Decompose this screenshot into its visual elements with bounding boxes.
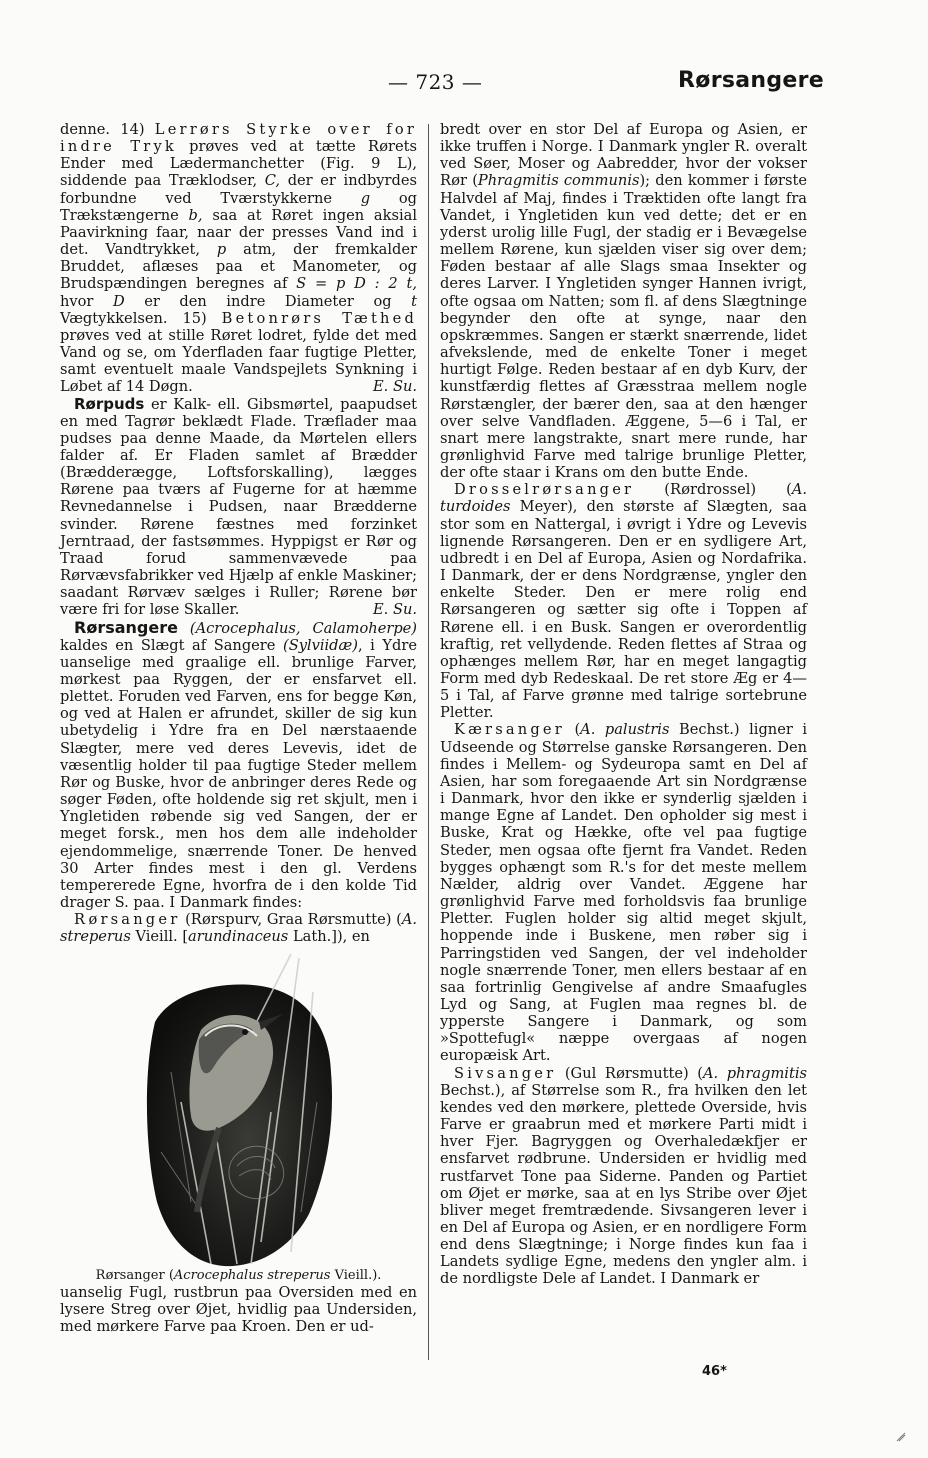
bird-illustration: [141, 952, 337, 1268]
spaced-term: Kærsanger: [454, 721, 565, 739]
page-header: [0, 68, 928, 102]
italic-symbol: b,: [188, 206, 203, 224]
italic-symbol: p: [216, 241, 227, 259]
left-column: [60, 121, 417, 1335]
text-run: (Gul Rørsmutte) (: [556, 1064, 703, 1082]
printer-signature: 46*: [702, 1364, 727, 1379]
text-run: Lath.]), en: [288, 928, 370, 946]
running-head: Rørsangere: [678, 68, 824, 93]
subentry-rorsanger-continued: uanselig Fugl, rustbrun paa Oversiden med en lysere Streg over Øjet, hvidlig paa Undersiden, med mørkere Farve paa Kroen. Den er ud-: [60, 1283, 417, 1335]
text-run: der er indbyrdes forbundne ved Tværstykkerne: [60, 172, 417, 207]
right-column: [440, 121, 807, 1288]
latin-name: (Acrocephalus, Calamoherpe): [189, 619, 417, 637]
author-signature: E. Su.: [373, 378, 417, 396]
bird-figure: [60, 952, 417, 1284]
italic-symbol: D: [112, 292, 125, 310]
text-run: (Rørspurv, Graa Rørsmutte) (: [180, 911, 402, 929]
spaced-term: Sivsanger: [454, 1064, 557, 1082]
entry-rorpuds: [60, 396, 417, 619]
latin-name: arundinaceus: [188, 928, 289, 946]
latin-name: A. phragmitis: [702, 1064, 807, 1082]
italic-symbol: C,: [264, 172, 281, 190]
text-run: Bechst.) ligner i Udseende og Størrelse ganske Rørsangeren. Den findes i Mellem- og Sydeuropa samt en Del af Asien, har som foregaaende Art sin Nordgrænse i Danmark, hvor den ikke er synderlig sjælden i mange Egne af Landet. Den opholder sig mest i Buske, Krat og Hække, ofte vel paa fugtige Steder, men ogsaa ofte fjernt fra Vandet. Reden bygges ophængt som R.'s for det meste mellem Nælder, aldrig over Vandet. Æggene har grønlighvid Farve med forholdsvis faa brunlige Pletter. Fuglen holder sig altid meget skjult, hoppende inde i Buskene, men røber sig i Parringstiden ved Sangen, der vel indeholder nogle snærrende Toner, men ellers bestaar af en saa fortrinlig Gengivelse af andre Smaafugles Lyd og Sang, at Fuglen maa regnes bl. de ypperste Sangere i Danmark, og som »Spottefugl« næppe overgaas af nogen europæisk Art.: [440, 721, 807, 1065]
subentry-sivsanger: [440, 1065, 807, 1288]
author-signature: E. Su.: [373, 601, 417, 619]
text-run: denne. 14): [60, 121, 155, 138]
subentry-rorsanger: [60, 911, 417, 945]
text-run: bredt over en stor Del af Europa og Asien, er ikke truffen i Norge. I Danmark yngler R. overalt ved Søer, Moser og Aabredder, hvor der vokser Rør (: [440, 121, 807, 190]
text-run: kaldes en Slægt af Sangere: [60, 636, 283, 654]
entry-headword: Rørpuds: [74, 394, 145, 413]
caption-latin: Acrocephalus streperus: [173, 1267, 331, 1283]
text-run: prøves ved at stille Røret lodret, fylde det med Vand og se, om Yderfladen faar fugtige Pletter, samt eventuelt maale Vandspejlets Synkning i Løbet af 14 Døgn.: [60, 326, 417, 396]
italic-symbol: g: [360, 189, 371, 207]
formula: S = p D : 2 t,: [296, 275, 417, 293]
subentry-rorsanger-cont: [440, 121, 807, 481]
text-run: atm, der fremkalder Bruddet, aflæses paa et Manometer, og Brudspændingen beregnes af: [60, 241, 417, 293]
text-run: ); den kommer i første Halvdel af Maj, findes i Træktiden ofte langt fra Vandet, i Yngletiden kun ved dette; det er en yderst urolig lille Fugl, der stadig er i Bevægelse mellem Rørene, kun sjælden viser sig over dem; Føden bestaar af alle Slags smaa Insekter og deres Larver. I Yngletiden synger Hannen ivrigt, ofte ogsaa om Natten; som fl. af dens Slægtninge begynder den ofte at synge, naar den opskræmmes. Sangen er stærkt snærrende, lidet afvekslende, med de enkelte Toner i meget hurtigt Følge. Reden bestaar af en dyb Kurv, der kunstfærdig flettes af Græsstraa mellem nogle Rørstængler, der bærer den, saa at den hænger over selve Vandfladen. Æggene, 5—6 i Tal, er snart mere langstrakte, snart mere runde, har grønlighvid Farve med talrige brunlige Pletter, der ofte staar i Krans om den butte Ende.: [440, 172, 807, 482]
spaced-term: Drosselrørsanger: [454, 481, 635, 499]
subentry-kaersanger: [440, 721, 807, 1064]
spaced-term: Betonrørs Tæthed: [221, 309, 417, 327]
spaced-term: Lerrørs Styrke over for indre Tryk: [60, 121, 418, 156]
latin-name: A. turdoides: [440, 481, 807, 516]
caption-text: Rørsanger (: [95, 1267, 174, 1283]
figure-caption: [60, 1268, 417, 1284]
page-number: — 723 —: [388, 70, 483, 94]
spaced-term: Rørsanger: [74, 911, 181, 929]
scan-mark-icon: [896, 1432, 906, 1442]
subentry-drosselrorsanger: [440, 481, 807, 721]
text-run: (Rørdrossel) (: [634, 481, 792, 499]
text-run: Vægtykkelsen. 15): [60, 309, 222, 327]
text-run: Bechst.), af Størrelse som R., fra hvilken den let kendes ved den mørkere, plettede Overside, hvis Farve er graabrun med et mørkere Parti midt i hver Fjer. Bagryggen og Overhaledækfjer er ensfarvet rødbrune. Undersiden er hvidlig med rustfarvet Tone paa Siderne. Panden og Partiet om Øjet er mørke, saa at en lys Stribe over Øjet bliver meget fremtrædende. Sivsangeren lever i en Del af Europa og Asien, er en nordligere Form end dens Slægtninge; i Norge findes kun faa i Landets sydlige Egne, medens den yngler alm. i de nordligste Dele af Landet. I Danmark er: [440, 1081, 807, 1288]
text-run: , i Ydre uanselige med graalige ell. brunlige Farver, mørkest paa Ryggen, der er ensfarvet ell. plettet. Foruden ved Farven, ens for begge Køn, og ved at Halen er afrundet, skiller de sig kun ubetydelig i Ydre fra en Del nærstaaende Slægter, mere ved deres Levevis, idet de væsentlig holder til paa fugtige Steder mellem Rør og Buske, hvor de anbringer deres Rede og søger Føden, ofte holdende sig ret skjult, men i Yngletiden røbende sig ved Sangen, der er meget forsk., men hos dem alle indeholder ejendommelige, snærrende Toner. De henved 30 Arter findes mest i den gl. Verdens tempererede Egne, hvorfra de i den kolde Tid drager S. paa. I Danmark findes:: [60, 636, 417, 912]
text-run: Vieill. [: [130, 928, 189, 946]
text-run: saa at Røret ingen aksial Paavirkning faar, naar der presses Vand ind i det. Vandtrykket,: [60, 206, 417, 259]
italic-symbol: t: [411, 292, 418, 310]
text-run: hvor: [60, 292, 113, 310]
text-run: (: [564, 721, 581, 739]
column-rule: [428, 124, 429, 1360]
entry-headword: Rørsangere: [74, 617, 178, 637]
latin-name: A. palustris: [580, 721, 670, 739]
text-run: er den indre Diameter og: [124, 292, 412, 310]
caption-text: Vieill.).: [330, 1267, 382, 1283]
latin-name: (Sylviidæ): [283, 636, 358, 654]
text-run: er Kalk- ell. Gibsmørtel, paapudset en med Tagrør beklædt Flade. Træflader maa pudses paa denne Maade, da Mørtelen ellers falder af. Er Fladen samlet af Brædder (Brædderægge, Loftsforskalling), lægges Rørene paa tværs af Fugerne for at hæmme Revnedannelse i Pudsen, naar Brædderne svinder. Rørene fæstnes med forzinket Jerntraad, der fastsømmes. Hyppigst er Rør og Traad forud sammenvævede paa Rørvævsfabrikker ved Hjælp af enkle Maskiner; saadant Rørvæv sælges i Ruller; Rørene bør være fri for løse Skaller.: [60, 395, 417, 619]
text-run: og Trækstængerne: [60, 189, 417, 224]
text-run: Meyer), den største af Slægten, saa stor som en Nattergal, i øvrigt i Ydre og Levevis lignende Rørsangeren. Den er en sydligere Art, udbredt i en Del af Europa, Asien og Nordafrika. I Danmark, der er dens Nordgrænse, yngler den enkelte Steder. Den er mere rolig end Rørsangeren og sætter sig ofte i Toppen af Rørene ell. i en Busk. Sangen er overordentlig kraftig, ret vellydende. Reden flettes af Straa og ophænges mellem Rør, har en meget langagtig Form med dyb Redeskaal. De ret store Æg er 4—5 i Tal, af Farve grønne med talrige sortebrune Pletter.: [440, 498, 807, 722]
entry-rorsangere: [60, 619, 417, 912]
text-run: prøves ved at tætte Rørets Ender med Lædermanchetter (Fig. 9 L), siddende paa Træklodser,: [60, 138, 417, 190]
latin-name: A. streperus: [60, 911, 417, 946]
latin-name: Phragmitis communis: [477, 172, 640, 190]
entry-lerror-testing: [60, 121, 417, 396]
